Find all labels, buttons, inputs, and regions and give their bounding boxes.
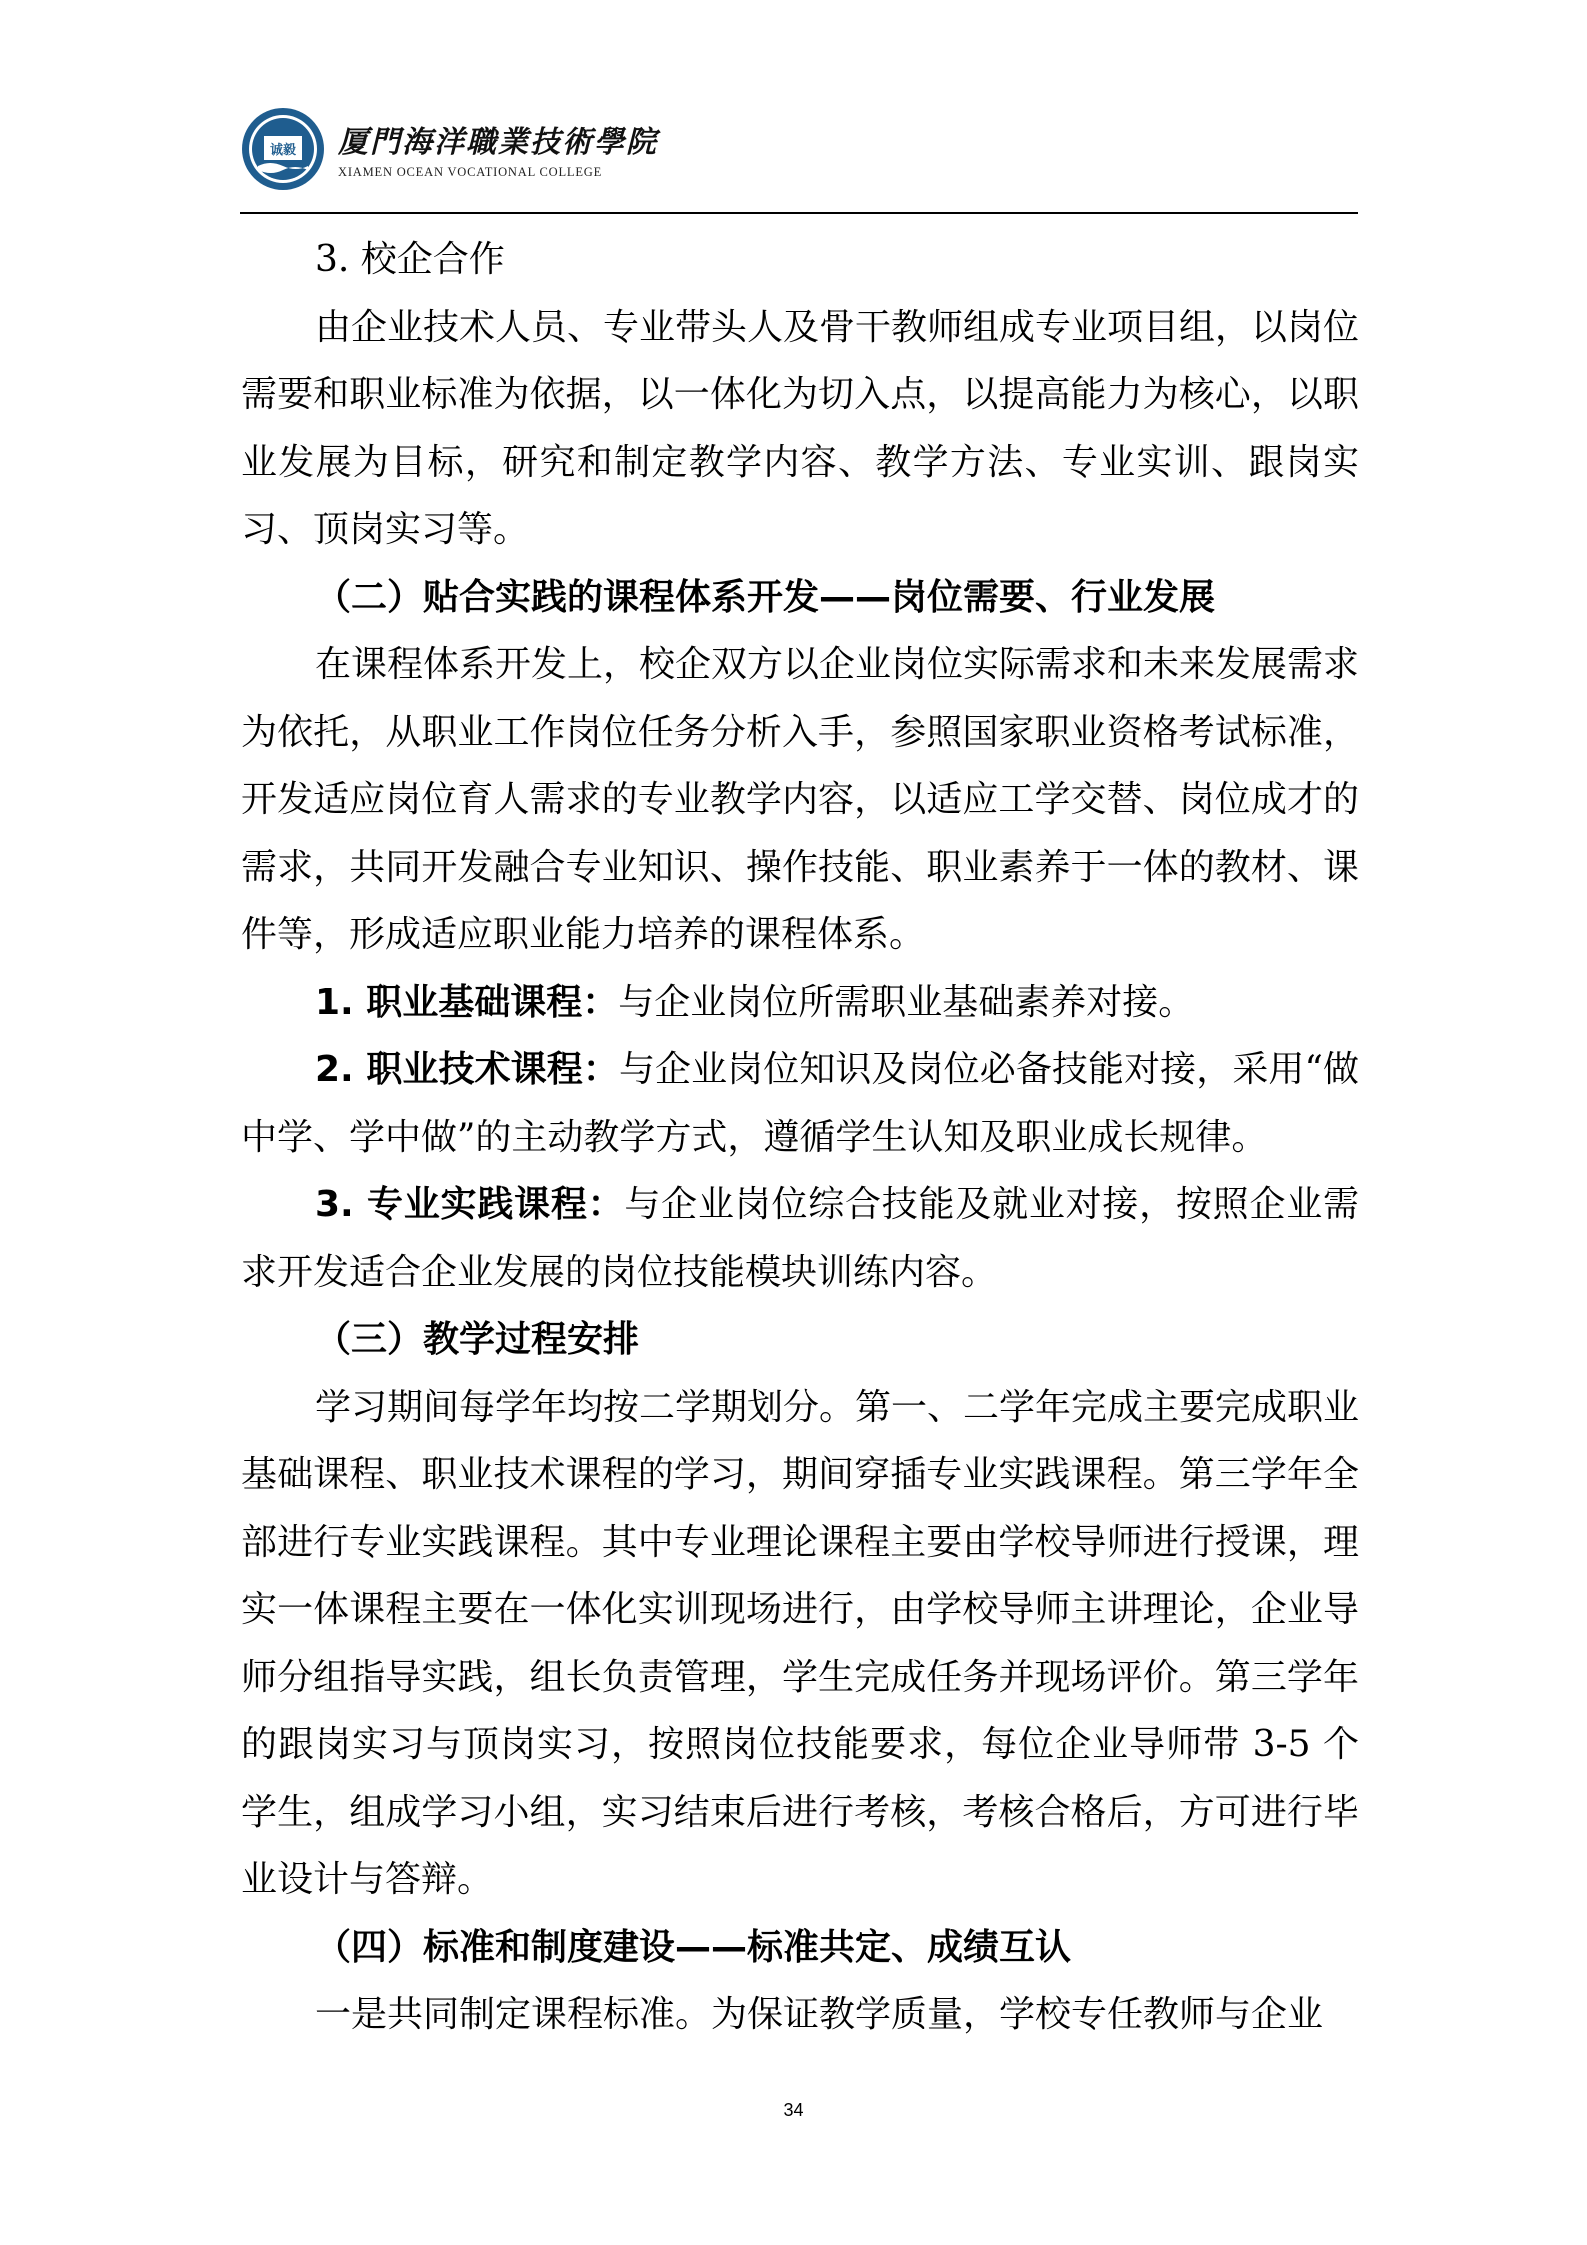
college-name-en: XIAMEN OCEAN VOCATIONAL COLLEGE <box>338 165 603 179</box>
page-number: 34 <box>783 2100 804 2120</box>
college-seal-icon <box>240 106 326 192</box>
svg-text:诚毅: 诚毅 <box>269 143 297 158</box>
paragraph-school-enterprise: 由企业技术人员、专业带头人及骨干教师组成专业项目组，以岗位需要和职业标准为依据，以一体化为切入点，以提高能力为核心，以职业发展为目标，研究和制定教学内容、教学方法、专业实训、跟岗实习、顶岗实习等。 <box>241 306 1360 550</box>
list-item-label: 3. 专业实践课程： <box>315 1184 625 1225</box>
list-item-label: 2. 职业技术课程： <box>315 1049 619 1090</box>
list-item-label: 1. 职业基础课程： <box>315 981 619 1023</box>
paragraph-teaching-process: 学习期间每学年均按二学期划分。第一、二学年完成主要完成职业基础课程、职业技术课程的学习，期间穿插专业实践课程。第三学年全部进行专业实践课程。其中专业理论课程主要由学校导师进行授课，理实一体课程主要在一体化实训现场进行，由学校导师主讲理论，企业导师分组指导实践，组长负责管理，学生完成任务并现场评价。第三学年的跟岗实习与顶岗实习，按照岗位技能要求，每位企业导师带 3-5 个学生，组成学习小组，实习结束后进行考核，考核合格后，方可进行毕业设计与答辩。 <box>241 1386 1360 1900</box>
paragraph-curriculum-system: 在课程体系开发上，校企双方以企业岗位实际需求和未来发展需求为依托，从职业工作岗位任务分析入手，参照国家职业资格考试标准，开发适应岗位育人需求的专业教学内容，以适应工学交替、岗位成才的需求，共同开发融合专业知识、操作技能、职业素养于一体的教材、课件等，形成适应职业能力培养的课程体系。 <box>241 644 1360 955</box>
paragraph-standards: 一是共同制定课程标准。为保证教学质量，学校专任教师与企业 <box>315 1994 1324 2035</box>
list-item-technical-courses <box>241 1036 1359 1171</box>
list-item-practice-courses <box>241 1171 1359 1306</box>
section-heading-curriculum-system: （二）贴合实践的课程体系开发——岗位需要、行业发展 <box>315 576 1216 618</box>
document-body <box>241 226 1359 2049</box>
college-logo-text <box>338 126 658 180</box>
section-heading-standards: （四）标准和制度建设——标准共定、成绩互认 <box>315 1926 1072 1968</box>
list-item-text: 与企业岗位知识及岗位必备技能对接，采用“做中学、学中做”的主动教学方式，遵循学生认知及职业成长规律。 <box>241 1049 1360 1158</box>
section-heading-teaching-process: （三）教学过程安排 <box>315 1319 640 1360</box>
list-item-text: 与企业岗位综合技能及就业对接，按照企业需求开发适合企业发展的岗位技能模块训练内容。 <box>241 1184 1359 1293</box>
section-heading-school-enterprise: 3. 校企合作 <box>315 239 505 280</box>
college-name-cn: 厦門海洋職業技術學院 <box>338 125 658 160</box>
page-header <box>240 96 1358 214</box>
list-item-basic-courses <box>241 969 1359 1037</box>
list-item-text: 与企业岗位所需职业基础素养对接。 <box>618 981 1195 1023</box>
